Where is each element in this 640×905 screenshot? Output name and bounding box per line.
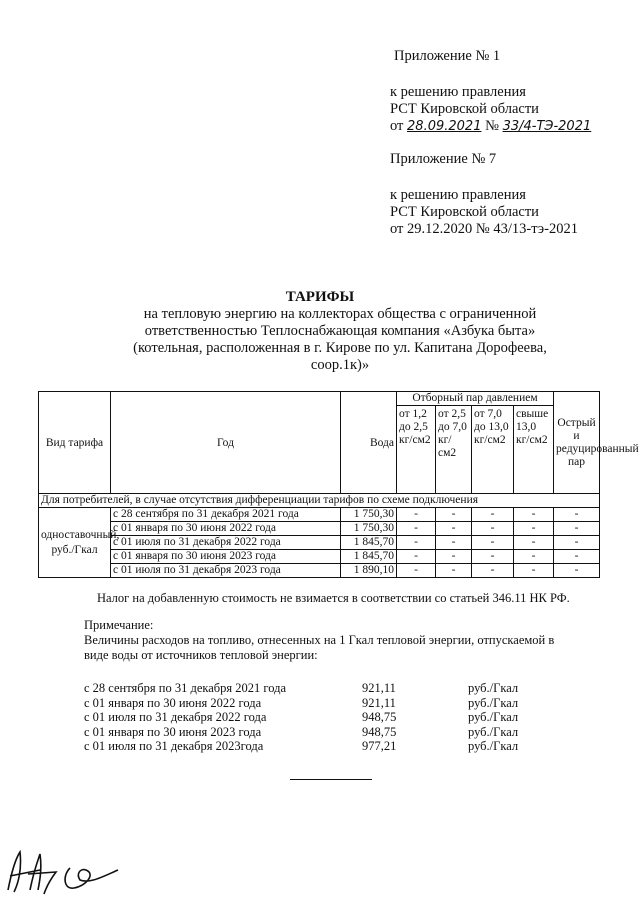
cell-p4: -: [514, 564, 554, 578]
doc-title: ТАРИФЫ: [285, 289, 355, 305]
cost-value: 948,75: [362, 710, 397, 724]
header-pressure-4: свыше 13,0 кг/см2: [514, 406, 554, 494]
cost-unit: руб./Гкал: [468, 681, 519, 695]
signature-mark: [0, 840, 140, 900]
cell-p3: -: [472, 564, 514, 578]
cell-water: 1 845,70: [341, 550, 397, 564]
cell-sharp: -: [554, 522, 600, 536]
cell-period: с 01 января по 30 июня 2022 года: [111, 522, 341, 536]
table-row: [39, 550, 600, 564]
cell-p3: -: [472, 550, 514, 564]
separator-line: [290, 779, 372, 780]
cell-sharp: -: [554, 536, 600, 550]
header-pressure-3: от 7,0 до 13,0 кг/см2: [472, 406, 514, 494]
cost-unit: руб./Гкал: [468, 725, 519, 739]
cell-period: с 01 июля по 31 декабря 2023 года: [111, 564, 341, 578]
cost-period: с 01 июля по 31 декабря 2023года: [84, 739, 264, 753]
cost-period: с 01 июля по 31 декабря 2022 года: [84, 710, 267, 724]
cell-p1: -: [397, 550, 436, 564]
cell-p3: -: [472, 536, 514, 550]
cell-sharp: -: [554, 550, 600, 564]
cell-p2: -: [436, 508, 472, 522]
cell-p2: -: [436, 536, 472, 550]
cell-period: с 28 сентября по 31 декабря 2021 года: [111, 508, 341, 522]
header-water: Вода: [341, 392, 397, 494]
note-text-line2: виде воды от источников тепловой энергии:: [84, 648, 318, 662]
appendix7-line3: от 29.12.2020 № 43/13-тэ-2021: [390, 221, 578, 237]
doc-subtitle-line3: (котельная, расположенная в г. Кирове по ул. Капитана Дорофеева,: [133, 340, 547, 356]
cost-period: с 01 января по 30 июня 2023 года: [84, 725, 262, 739]
table-row: [39, 522, 600, 536]
cell-sharp: -: [554, 508, 600, 522]
cell-period: с 01 июля по 31 декабря 2022 года: [111, 536, 341, 550]
cost-value: 921,11: [362, 681, 396, 695]
cost-value: 921,11: [362, 696, 396, 710]
handwritten-date: 28.09.2021: [407, 119, 482, 134]
cell-water: 1 750,30: [341, 508, 397, 522]
cell-water: 1 750,30: [341, 522, 397, 536]
appendix7-line2: РСТ Кировской области: [390, 204, 539, 220]
cell-p4: -: [514, 522, 554, 536]
cost-unit: руб./Гкал: [468, 710, 519, 724]
appendix1-line1: к решению правления: [390, 84, 526, 100]
cell-p3: -: [472, 508, 514, 522]
cell-water: 1 890,10: [341, 564, 397, 578]
cost-unit: руб./Гкал: [468, 739, 519, 753]
cell-p2: -: [436, 550, 472, 564]
header-year: Год: [111, 392, 341, 494]
header-pressure-1: от 1,2 до 2,5 кг/см2: [397, 406, 436, 494]
tariff-table: [38, 391, 639, 578]
appendix1-line2: РСТ Кировской области: [390, 101, 539, 117]
note-label: Примечание:: [84, 618, 154, 632]
appendix1-decision: [390, 118, 591, 135]
section-row: Для потребителей, в случае отсутствия дифференциации тарифов по схеме подключения: [39, 494, 600, 508]
cell-period: с 01 января по 30 июня 2023 года: [111, 550, 341, 564]
doc-subtitle-line4: соор.1к)»: [310, 357, 370, 373]
cell-p4: -: [514, 508, 554, 522]
table-row: [39, 536, 600, 550]
cell-water: 1 845,70: [341, 536, 397, 550]
cell-p2: -: [436, 564, 472, 578]
note-text-line1: Величины расходов на топливо, отнесенных на 1 Гкал тепловой энергии, отпускаемой в: [84, 633, 555, 647]
cost-value: 977,21: [362, 739, 397, 753]
cell-p4: -: [514, 550, 554, 564]
cell-p1: -: [397, 522, 436, 536]
signature-stroke-1: [8, 852, 56, 894]
header-steam-group: Отборный пар давлением: [397, 392, 554, 406]
appendix1-title: Приложение № 1: [394, 48, 501, 64]
table-row: [39, 564, 600, 578]
doc-subtitle-line2: ответственностью Теплоснабжающая компания «Азбука быта»: [144, 323, 536, 339]
cost-value: 948,75: [362, 725, 397, 739]
cell-p2: -: [436, 522, 472, 536]
handwritten-number: 33/4-ТЭ-2021: [502, 119, 592, 134]
doc-subtitle-line1: на тепловую энергию на коллекторах общества с ограниченной: [143, 306, 537, 322]
appendix1-no-sign: №: [485, 118, 499, 134]
appendix1-prefix: от: [390, 118, 404, 134]
appendix7-title: Приложение № 7: [390, 151, 497, 167]
tariff-label: одноставочный, руб./Гкал: [39, 508, 111, 578]
vat-note: Налог на добавленную стоимость не взимается в соответствии со статьей 346.11 НК РФ.: [97, 591, 570, 605]
table-row: [39, 508, 600, 522]
cost-unit: руб./Гкал: [468, 696, 519, 710]
cell-p4: -: [514, 536, 554, 550]
cost-period: с 01 января по 30 июня 2022 года: [84, 696, 262, 710]
cell-p3: -: [472, 522, 514, 536]
signature-stroke-2: [65, 868, 118, 888]
cell-p1: -: [397, 508, 436, 522]
header-pressure-2: от 2,5 до 7,0 кг/см2: [436, 406, 472, 494]
cell-p1: -: [397, 564, 436, 578]
cell-sharp: -: [554, 564, 600, 578]
appendix7-line1: к решению правления: [390, 187, 526, 203]
header-sharp-steam: Острый и редуцированный пар: [554, 392, 600, 494]
cell-p1: -: [397, 536, 436, 550]
header-tariff-type: Вид тарифа: [39, 392, 111, 494]
cost-period: с 28 сентября по 31 декабря 2021 года: [84, 681, 287, 695]
